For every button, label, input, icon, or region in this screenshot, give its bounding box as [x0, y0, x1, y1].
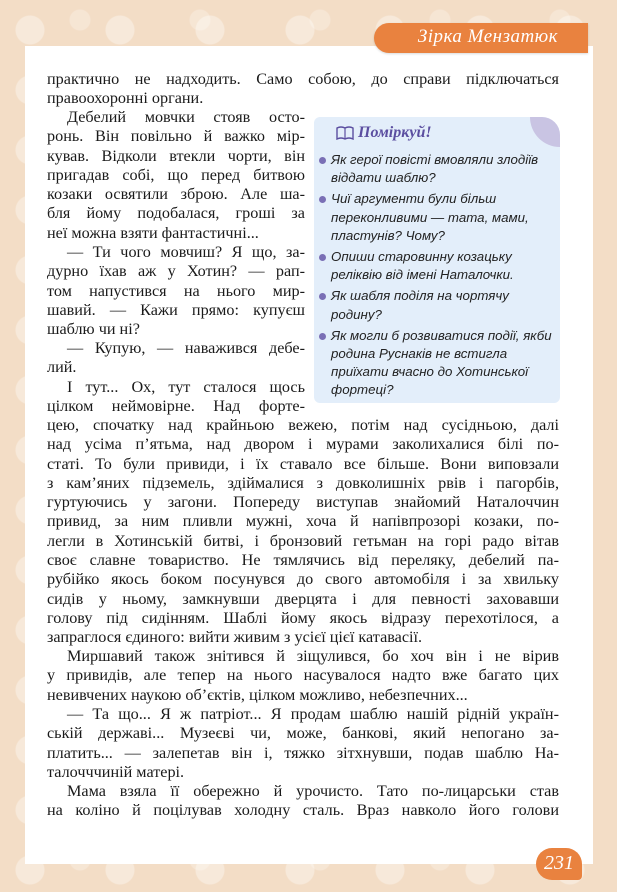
- text-line: статі. То були привиди, і їх ставало все більше. Вони виповзали: [47, 454, 559, 473]
- paragraph-7: [47, 705, 559, 782]
- text-line: голову під сидінням. Шаблі йому якось відразу перехотілося, а: [47, 608, 559, 627]
- think-list: [328, 151, 552, 403]
- text-line: шаблю чи ні?: [47, 320, 140, 339]
- paragraph-8: [47, 782, 559, 821]
- text-line: пригадав собі, що перед битвою: [47, 165, 305, 184]
- text-line: Миршавий також знітився й зіщулився, бо хоч він і не вірив: [67, 647, 559, 665]
- text-line: том напустився на нього мир-: [47, 281, 305, 300]
- book-icon: [336, 126, 354, 140]
- text-line: платить... — залепетав він і, тяжко зітхнувши, подав шаблю На-: [47, 743, 559, 762]
- text-line: на коліно й поцілував холодну сталь. Враз навколо його голови: [47, 801, 559, 820]
- think-box-title: Поміркуй!: [358, 124, 432, 141]
- text-line: кував. Відколи втекли чорти, він: [47, 146, 305, 165]
- text-line: у привидів, але тепер на нього насувалося надто вже багато цих: [47, 666, 559, 685]
- text-line: І тут... Ох, тут сталося щось: [67, 378, 305, 396]
- text-line: шавий. — Кажи прямо: купуєш: [47, 300, 305, 319]
- text-line: цею, спочатку над крайньою вежею, потім над сусідньою, далі: [47, 416, 559, 434]
- list-item: Як могли б розвиватися події, якби родина Руснаків не встигла приїхати вчасно до Хотинської фортеці?: [328, 327, 552, 400]
- text-line: Мама взяла її обережно й урочисто. Тато по-лицарськи став: [67, 782, 559, 800]
- text-line: практично не надходить. Само собою, до справи підключаться: [47, 70, 559, 88]
- text-line: — Купую, — наважився дебе-: [67, 339, 305, 357]
- text-line: — Та що... Я ж патріот... Я продам шаблю нашій рідній україн-: [67, 705, 559, 723]
- list-item: Як герої повісті вмовляли злодіїв віддати шаблю?: [328, 151, 552, 187]
- author-header-tab: [374, 23, 588, 53]
- text-line: своє славне товариство. Не тямлячись від переляку, дебелий па-: [47, 551, 559, 570]
- text-line: талочччиній матері.: [47, 762, 185, 781]
- text-line: козаки освятили зброю. Але ша-: [47, 185, 305, 204]
- paragraph-1: [47, 70, 559, 109]
- text-line: привид, за ним пливли мужні, хоча й напівпрозорі козаки, по-: [47, 512, 559, 531]
- paragraph-2: [47, 108, 305, 243]
- text-line: ронь. Він повільно й важко мір-: [47, 127, 305, 146]
- paragraph-5: [47, 416, 559, 648]
- text-line: неї можна взяти фантастичні...: [47, 223, 259, 242]
- list-item: Опиши старовинну козацьку реліквію від імені Наталочки.: [328, 248, 552, 284]
- text-line: цілком неймовірне. Над форте-: [47, 397, 305, 416]
- text-line: з кам’яних підземель, здіймалися з довколишніх рвів і пагорбів,: [47, 473, 559, 492]
- text-line: запраглося єдиного: вийти живим з усієї цієї катавасії.: [47, 628, 423, 647]
- paragraph-3: [47, 243, 305, 339]
- text-line: рубійко якось боком посунувся до свого автомобіля і за хвильку: [47, 570, 559, 589]
- text-line: гуртуючись у загони. Попереду виступав знайомий Наталоччин: [47, 493, 559, 512]
- text-line: ській державі... Музеєві чи, може, банкові, який непогано за-: [47, 724, 559, 743]
- think-box: [314, 117, 560, 403]
- text-line: бля йому подобалася, гроші за: [47, 204, 305, 223]
- text-line: невивчених наукою об’єктів, цілком можливо, небезпечних...: [47, 685, 468, 704]
- text-line: Дебелий мовчки стояв осто-: [67, 108, 305, 126]
- text-line: над усіма п’ятьма, над двором і мурами заколихалися білі по-: [47, 435, 559, 454]
- text-line: дурно їхав аж у Хотин? — рап-: [47, 262, 305, 281]
- author-name: Зірка Мензатюк: [417, 26, 558, 47]
- paragraph-6: [47, 647, 559, 705]
- text-line: правоохоронні органи.: [47, 89, 204, 108]
- text-line: легли в Хотинській битві, і бронзовий гетьман на горі радо вітав: [47, 531, 559, 550]
- text-line: сидів у ньому, замкнувши дверцята і для певності заховавши: [47, 589, 559, 608]
- text-line: лий.: [47, 358, 77, 377]
- list-item: Як шабля поділя на чортячу родину?: [328, 287, 552, 323]
- page-number: 231: [544, 852, 574, 874]
- list-item: Чиї аргументи були більш переконливими — тата, мами, пластунів? Чому?: [328, 190, 552, 245]
- paragraph-5-start: [47, 378, 305, 417]
- page-number-badge: [536, 848, 582, 880]
- paragraph-4: [47, 339, 305, 378]
- text-line: — Ти чого мовчиш? Я що, за-: [67, 243, 305, 261]
